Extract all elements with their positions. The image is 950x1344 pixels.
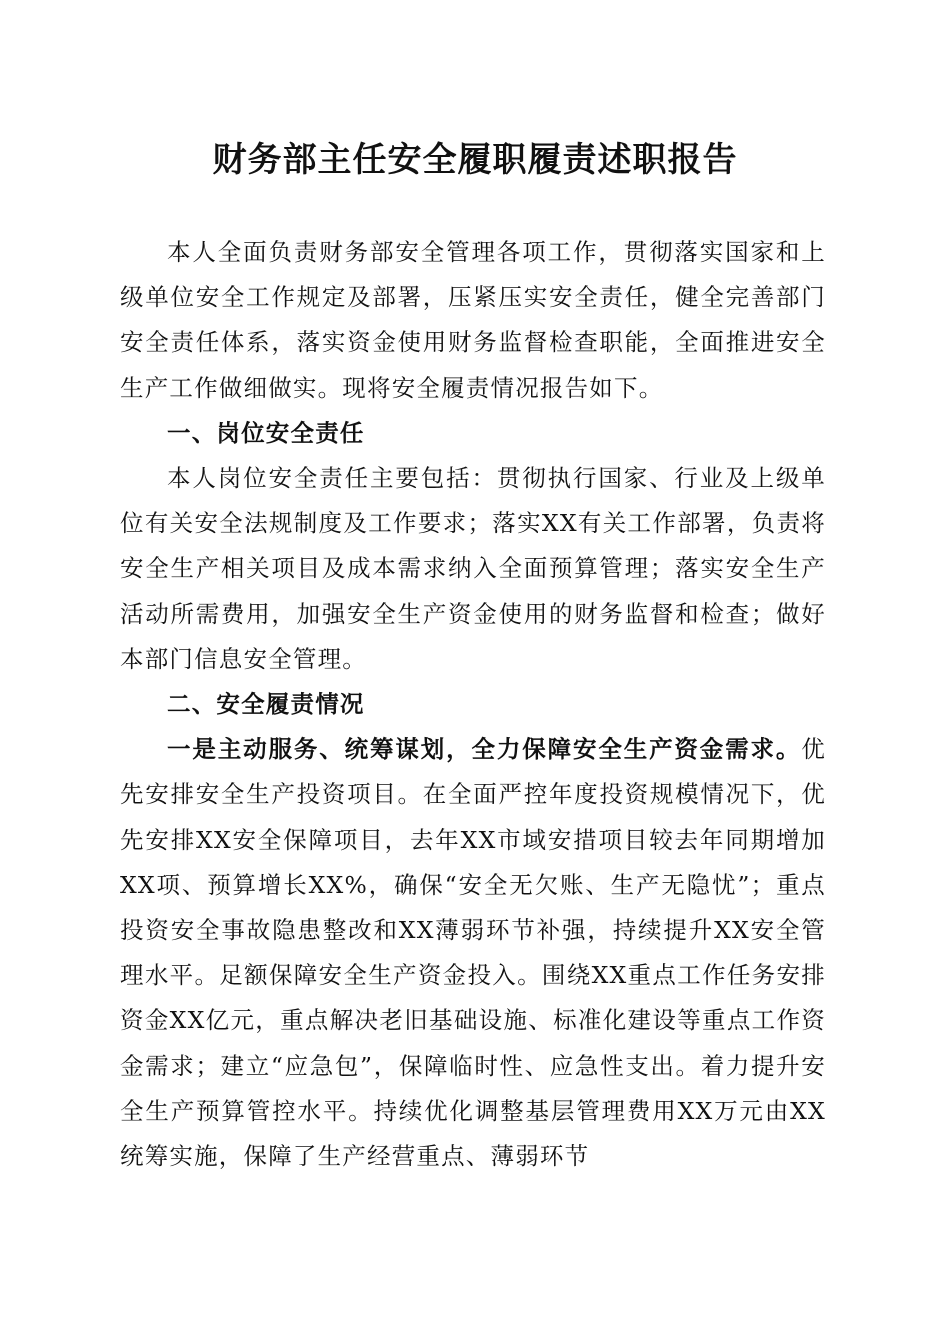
performance-detail-text: 优先安排安全生产投资项目。在全面严控年度投资规模情况下，优先安排XX安全保障项目，去年XX市域安措项目较去年同期增加XX项、预算增长XX%，确保“安全无欠账、生产无隐忧”；重点投资安全事故隐患整改和XX薄弱环节补强，持续提升XX安全管理水平。足额保障安全生产资金投入。围绕XX重点工作任务安排资金XX亿元，重点解决老旧基础设施、标准化建设等重点工作资金需求；建立“应急包”，保障临时性、应急性支出。着力提升安全生产预算管控水平。持续优化调整基层管理费用XX万元由XX统筹实施，保障了生产经营重点、薄弱环节 [120, 735, 826, 1171]
document-body [120, 230, 826, 1179]
intro-paragraph: 本人全面负责财务部安全管理各项工作，贯彻落实国家和上级单位安全工作规定及部署，压紧压实安全责任，健全完善部门安全责任体系，落实资金使用财务监督检查职能，全面推进安全生产工作做细做实。现将安全履责情况报告如下。 [120, 238, 826, 402]
performance-lead-sentence: 一是主动服务、统筹谋划，全力保障安全生产资金需求。 [167, 735, 802, 764]
section-heading-responsibility: 一、岗位安全责任 [167, 418, 365, 447]
section-heading-performance: 二、安全履责情况 [167, 690, 365, 719]
document-title: 财务部主任安全履职履责述职报告 [212, 140, 738, 180]
performance-paragraph [120, 727, 826, 1179]
responsibility-paragraph: 本人岗位安全责任主要包括：贯彻执行国家、行业及上级单位有关安全法规制度及工作要求；落实XX有关工作部署，负责将安全生产相关项目及成本需求纳入全面预算管理；落实安全生产活动所需费用，加强安全生产资金使用的财务监督和检查；做好本部门信息安全管理。 [120, 464, 826, 673]
